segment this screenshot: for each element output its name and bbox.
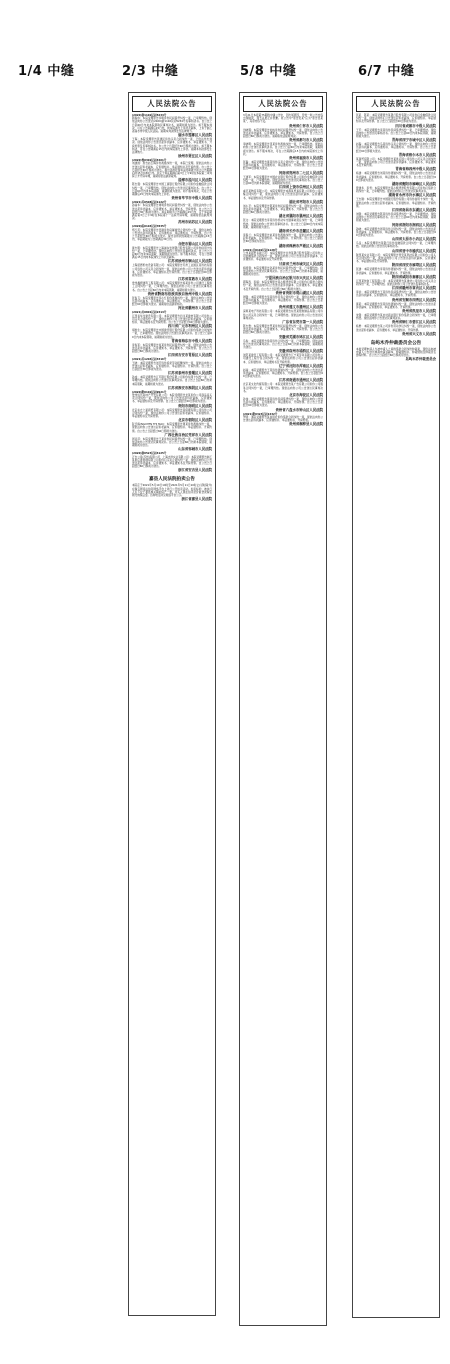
notice-body: 孙晓：本院受理原告周某诉你合同纠纷一案，现依法向你公告送达起诉状副本、应诉通知书、举证通知书、开庭传票。自公告之日起经过60日即视为送达。 — [356, 227, 436, 238]
court-name: 四川省成都市中级人民法院 — [395, 123, 436, 128]
column-6-7 — [352, 92, 440, 1318]
special-notice-title: 岛屿木乔仲裁委员会公告 — [370, 340, 422, 346]
court-name: 贵州省都匀市人民法院 — [289, 138, 323, 143]
court-notice — [132, 452, 212, 472]
notice-body: 周强：本院受理原告吴某诉你劳务合同纠纷一案，现依法向你公告送达起诉状副本、应诉通知书、举证通知书、开庭传票。自公告之日起经过60日即视为送达。 — [243, 295, 323, 306]
court-notice — [243, 114, 323, 128]
court-name: 贵州省仁怀市人民法院 — [289, 123, 323, 128]
notice-body: 杨国强：本院受理原告孙某诉你民间借贷纠纷一案，已审理终结。现依法向你公告送达民事判决书。自公告之日起60日内来本院领取，逾期则视为送达。 — [243, 266, 323, 276]
court-name: 湖南省株洲市芦淞区人民法院 — [278, 243, 323, 248]
notice-body: 刘小平：本院受理原告陈某诉你民间借贷纠纷一案，现依法向你公告送达起诉状副本、应诉通知书、举证通知书、开庭传票。自公告之日起经过60日即视为送达。 — [243, 204, 323, 215]
notice-list — [243, 114, 323, 426]
court-notice — [243, 267, 323, 281]
court-notice — [132, 329, 212, 343]
court-notice — [243, 281, 323, 295]
notice-body: 胡秋生：本院受理原告中国建设银行股份有限公司诉你借款合同纠纷一案，已审理终结。现依法向你公告送达民事判决书。自公告之日起60日内来本院领取，逾期则视为送达。 — [132, 329, 212, 339]
notice-body: 北京东方之星商贸有限公司：本院受理原告某保理有限公司诉你公司合同纠纷一案，现依法向你公司公告送达起诉状副本、应诉通知书、举证通知书及开庭传票。 — [132, 408, 212, 419]
notice-body: 江西省华龙建设有限公司：本院受理原告四川某建材有限公司诉你公司买卖合同纠纷一案，现依法向你公司公告送达起诉状副本、应诉通知书、举证通知书及开庭传票。自公告之日起经过60日即视为送达。 — [132, 314, 212, 324]
court-notice — [356, 213, 436, 227]
notice-body: 李春兰：本院受理原告赵某诉你离婚纠纷一案，现依法向你公告送达起诉状副本、应诉通知书、举证通知书、开庭传票。自公告之日起经过60日即视为送达。 — [243, 234, 323, 244]
court-notice — [132, 297, 212, 311]
notice-body: 周亚萍：本院受理原告王某诉你民间借贷纠纷一案，已审理终结。现依法向你公告送达民事判决书。自公告之日起60日内来本院领取，逾期则视为送达。 — [132, 437, 212, 448]
notice-body: 黄志明：本院受理原告上海浦东发展银行股份有限公司诉你信用卡纠纷一案，已审理终结。现依法向你公告送达民事判决书。自公告之日起60日内来本院领取，逾期则视为送达。如不服本判决，可在公告期满后15日内向本院递交上诉状及副本。 — [132, 246, 212, 260]
court-name: 丽水市莲都区人民法院 — [178, 133, 212, 138]
court-name: 山西省太原市小店区人民法院 — [391, 237, 436, 242]
notice-body: 郭海涛、李娟：本院受理原告某小额贷款有限公司诉你们借款合同纠纷一案，现依法向你们公告送达起诉状副本、应诉通知书、举证通知书及开庭传票。自公告之日起经过60日即视为送达。 — [243, 281, 323, 291]
court-notice — [243, 310, 323, 324]
court-notice — [356, 187, 436, 197]
court-name: 河北省霸州市人民法院 — [178, 306, 212, 311]
column-title: 人民法院公告 — [132, 96, 212, 112]
notice-body: 张磊：本院受理原告黄某诉你买卖合同纠纷一案，现依法向你公告送达起诉状副本、应诉通知书、举证通知书、开庭传票。自公告之日起经过60日即视为送达。 — [243, 161, 323, 171]
notice-body: 江西某装饰工程有限公司：本院受理原告某建材公司诉你公司买卖合同纠纷一案，已审理终结。现依法向你公司公告送达民事判决书。 — [356, 279, 436, 286]
special-notice-title: 嘉县人民法院拍卖公告 — [149, 477, 195, 483]
court-name: 陕西省咸阳市秦都区人民法院 — [391, 274, 436, 279]
notice-body: 重庆某物流有限公司：本院受理原告成都某贸易有限公司诉你公司运输合同纠纷一案，现依法向你公司公告送达起诉状副本、应诉通知书、举证通知书及开庭传票。 — [243, 190, 323, 200]
court-notice — [243, 340, 323, 354]
court-notice — [132, 201, 212, 224]
court-name: 山西省晋中市榆次区人民法院 — [391, 248, 436, 253]
court-notice — [356, 325, 436, 335]
notice-body: 杨勇：本院受理原告某公司诉你劳动争议纠纷一案，现依法向你公告送达起诉状副本、应诉通知书、举证通知书、开庭传票。 — [356, 325, 436, 332]
court-notice — [243, 325, 323, 339]
court-notice — [243, 143, 323, 160]
court-notice — [243, 161, 323, 175]
notice-body: 深圳某电子科技有限公司：本院受理原告东莞某塑胶制品有限公司诉你公司买卖合同纠纷一案，已审理终结。现依法向你公司公告送达民事判决书。 — [243, 310, 323, 320]
court-name: 湖南省衡阳市雁峰区人民法院 — [391, 182, 436, 187]
court-notice — [356, 242, 436, 252]
notice-body: 张文：本院受理原告李某诉你机动车交通事故责任纠纷一案，已审理终结。现依法向你公告送达民事判决书。自公告之日起60日内来本院领取，逾期则视为送达。 — [243, 219, 323, 229]
court-notice — [243, 249, 323, 266]
notice-body: 赵海：本院受理原告马某诉你买卖合同纠纷一案，现依法向你公告送达起诉状副本、应诉通知书、举证通知书、开庭传票。自公告之日起经过60日即视为送达。 — [356, 143, 436, 153]
court-notice — [132, 409, 212, 423]
court-name: 北京市海淀区人民法院 — [289, 392, 323, 397]
court-notice — [132, 159, 212, 182]
court-name: 江西省南昌市东湖区人民法院 — [391, 208, 436, 213]
special-notice-issuer: 浙江省嘉县人民法院 — [181, 497, 212, 502]
case-number: (2020)浙0523民初4125号 — [132, 452, 167, 456]
notice-body: 上海诺德机电设备有限公司：本院受理原告苏州工业园区某科技有限公司诉你公司买卖合同纠纷一案，现依法向你公司公告送达起诉状副本、应诉通知书、举证通知书及开庭传票。自公告之日起经过60日即视为送达。 — [132, 264, 212, 277]
notice-body: 李晓明：本院受理原告张某诉你离婚纠纷一案，已审理终结。现依法向你公告送达民事判决书。自公告之日起60日内来本院领取，逾期则视为送达。如不服本判决，可在公告期满后15日内向本院递交上诉状。 — [243, 143, 323, 156]
court-name: 江西省上饶市信州区人民法院 — [278, 185, 323, 190]
court-name: 辽宁省沈阳市浑南区人民法院 — [278, 363, 323, 368]
court-name: 江西省赣州市章贡区人民法院 — [391, 286, 436, 291]
court-name: 青海省西宁市城中区人民法院 — [391, 138, 436, 143]
court-name: 贵州省兴义市人民法院 — [402, 331, 436, 336]
court-name: 青海省海东市中级人民法院 — [171, 338, 212, 343]
court-name: 陕西省西安市雁塔区人民法院 — [391, 263, 436, 268]
special-notice-body: 本院定于2021年5月10日10时至2021年5月11日10时止(延时除外)在淘宝网司法拍卖网络平台上进行公开拍卖活动。拍卖标的：被执行人名下位于嘉县城关镇的房产一套。竞买人须在拍卖竞价前登录淘宝网交纳保证金。咨询电话详见网络平台公示。 — [132, 484, 212, 498]
notice-body: 刘强：本院受理原告陈某诉你民间借贷纠纷一案，已审理终结。现依法向你公告送达民事判决书。自公告之日起60日内来本院领取，逾期则视为送达。 — [356, 213, 436, 223]
court-name: 贵州省安顺市西秀区人民法院 — [391, 297, 436, 302]
notice-body: 孙成：本院受理原告江苏银行股份有限公司诉你信用卡纠纷一案，已审理终结。现依法向你公告送达民事判决书。自公告之日起60日内来本院领取，逾期则视为送达。 — [132, 376, 212, 386]
court-name: 江苏省徐州市铜山区人民法院 — [167, 259, 212, 264]
notice-body: 张建：本院受理原告李某诉你离婚纠纷一案，现依法向你公告送达起诉状副本、应诉通知书、举证通知书、开庭传票。 — [356, 268, 436, 275]
court-name: 贵州省贵阳市观山湖区人民法院 — [275, 290, 323, 295]
court-name: 北京市朝阳区人民法院 — [178, 418, 212, 423]
court-notice — [356, 280, 436, 290]
notice-body: 王志刚：本院受理原告中国银行股份有限公司诉你信用卡纠纷一案，现依法向你公告送达起诉状副本、应诉通知书、举证通知书、开庭传票。 — [356, 198, 436, 208]
label-quarter: 1/4 中缝 — [18, 64, 75, 79]
notice-body: 孙丽华：本院受理原告周明诉你民间借贷纠纷一案，现依法向你公告送达起诉状副本、应诉通知书、举证通知书、开庭传票。自公告之日起经过30日即视为送达。举证期限为公告期满后15日内，定于举证期满后第3日上午9时在本院第十一法庭开庭审理，逾期将依法缺席判决。 — [132, 204, 212, 221]
notice-body: 陕西某实业有限公司：本院受理原告西安某科技有限公司诉你公司买卖合同纠纷一案，现依法向你公司公告送达起诉状副本、应诉通知书、举证通知书及开庭传票。 — [356, 253, 436, 264]
court-name: 贵州省遵义市播州区人民法院 — [278, 305, 323, 310]
notice-body: 顾春伟：本院受理原告李明诉你民间借贷纠纷一案，已审理终结。现依法向你公告送达(2020)浙1102民初5234号民事判决书。自公告之日起60日内来本院领取民事判决书，逾期则视为送达。如不服本判决，可在公告期满后15日内，向本院递交上诉状及副本，上诉于浙江省丽水市中级人民法院。逾期本判决即发生法律效力。 — [132, 117, 212, 134]
notice-body: 李华：本院受理原告王某诉你民间借贷纠纷一案，现依法向你公告送达起诉状副本、应诉通知书、举证通知书、开庭传票。 — [356, 291, 436, 298]
notice-body: 陈志勇：本院受理原告罗某诉你民间借贷纠纷一案，现依法向你公告送达起诉状副本、应诉通知书、举证通知书、开庭传票。自公告之日起经过60日即视为送达。 — [243, 324, 323, 335]
court-notice — [132, 225, 212, 245]
notice-body: 贵州恒达房地产开发有限公司：本院受理原告龙某诉你公司商品房买卖合同纠纷一案，现依法向你公司公告送达起诉状副本、应诉通知书、举证通知书及开庭传票。自公告之日起经过60日即视为送达。 — [132, 394, 212, 404]
court-name: 徐州市贾汪区人民法院 — [178, 154, 212, 159]
notice-body: 杨建：本院受理原告刘某诉你离婚纠纷一案，现依法向你公告送达起诉状副本、应诉通知书、举证通知书、开庭传票。自公告之日起经过60日即视为送达。 — [356, 172, 436, 182]
notice-body: 阮氏梅(NGUYEN THI MAI)：本院受理原告周某诉你离婚纠纷一案，现依法向你公告送达起诉状副本、应诉通知书、举证通知书、开庭传票。自公告之日起经过60日即视为送达。 — [132, 423, 212, 433]
notice-body: 某商贸有限公司：本院受理原告某供应链公司诉你公司买卖合同纠纷一案，现依法向你公司公告送达起诉状副本、应诉通知书、举证通知书及开庭传票。 — [356, 157, 436, 168]
court-name: 江苏省淮安市淮阴区人民法院 — [167, 385, 212, 390]
court-notice — [243, 190, 323, 204]
special-notice-issuer: 岛屿木乔仲裁委员会 — [405, 357, 436, 362]
court-notice — [356, 158, 436, 172]
court-notice — [243, 369, 323, 383]
notice-body: 北京某文化传媒有限公司：本院受理原告某广告有限公司诉你公司服务合同纠纷一案，已审理终结。现依法向你公司公告送达民事判决书。 — [243, 383, 323, 393]
case-number: (2021)甘0102民初1128号 — [243, 248, 278, 252]
notice-body: 孙伟：本院受理原告黄某诉你民间借贷纠纷一案，现依法向你公告送达起诉状副本、应诉通知书、举证通知书、开庭传票。自公告之日起经过60日即视为送达。 — [243, 397, 323, 408]
label-two-thirds: 2/3 中缝 — [122, 64, 179, 79]
court-name: 江苏省泰州市姜堰区人民法院 — [167, 371, 212, 376]
court-name: 贵阳市南明区人民法院 — [178, 403, 212, 408]
court-name: 安徽省宿州市埇桥区人民法院 — [278, 349, 323, 354]
court-notice — [243, 205, 323, 219]
notice-body: 朱强：本院受理原告某农村商业银行诉你借款合同纠纷一案，已审理终结。现依法向你公告送达民事判决书。 — [356, 313, 436, 321]
court-name: 湖北省襄阳市襄州区人民法院 — [278, 214, 323, 219]
court-name: 江西省吉安市青原区人民法院 — [167, 353, 212, 358]
court-name: 贵州省凯里市人民法院 — [402, 308, 436, 313]
court-notice — [132, 138, 212, 158]
court-notice — [132, 344, 212, 358]
notice-body: 陈志强：本院受理原告中国工商银行股份有限公司诉你金融借款合同纠纷一案，已审理终结。现依法向你公告送达民事判决书。自公告之日起60日内来本院领取，逾期则视为送达。如不服本判决，可在公告期满后15日内向本院递交上诉状。 — [132, 183, 212, 197]
court-name: 贵州省毕节市中级人民法院 — [171, 196, 212, 201]
court-notice — [356, 303, 436, 313]
notice-body: 李俊军：本院受理原告何某诉你民间借贷纠纷一案，现依法向你公告送达起诉状副本、应诉通知书、举证通知书、开庭传票。自公告之日起经过60日即视为送达。 — [132, 343, 212, 354]
label-five-eighths: 5/8 中缝 — [240, 64, 297, 79]
court-name: 青海省格尔木市人民法院 — [398, 152, 436, 157]
notice-body: 刘建国：原告赵玉梅诉你离婚纠纷一案，本院已受理。现依法向你公告送达起诉状副本、应诉通知书、举证通知书及开庭传票。自公告之日起经过60日即视为送达。提出答辩状和举证的期限分别为公告期满后的15日和30日内。并定于举证期满后第3日上午9时在本院第二审判庭公开开庭审理，逾期将依法缺席裁判。 — [132, 162, 212, 179]
court-notice — [243, 296, 323, 310]
case-number: (2021)黔0323民初1432号 — [243, 412, 278, 416]
court-notice — [132, 264, 212, 281]
court-notice — [356, 114, 436, 128]
court-name: 淄博市淄川区人民法院 — [178, 178, 212, 183]
court-name: 甘肃省兰州市城关区人民法院 — [278, 261, 323, 266]
court-name: 江苏省常熟市人民法院 — [178, 277, 212, 282]
label-six-sevenths: 6/7 中缝 — [358, 64, 415, 79]
court-notice — [356, 314, 436, 324]
notice-body: 马俊：本院受理原告徐某诉你合同纠纷一案，已审理终结。现依法向你公告送达民事判决书。自公告之日起60日内来本院领取，逾期则视为送达。 — [243, 339, 323, 349]
court-name: 贵州省六盘水市钟山区人民法院 — [275, 407, 323, 412]
court-name: 四川省广元市利州区人民法院 — [167, 324, 212, 329]
court-name: 合肥市蜀山区人民法院 — [178, 241, 212, 246]
case-number: (2020)浙1102民初5234号 — [132, 114, 167, 117]
court-notice — [243, 176, 323, 190]
notice-body: 王晓：本院受理原告刘芳诉你追索劳动报酬纠纷一案，现依法向你公告送达起诉状副本、应诉通知书、举证通知书、开庭传票。自公告之日起经过30日即视为送达。 — [132, 361, 212, 371]
notice-body: 兰州某商贸有限公司：本院受理原告甘肃某银行股份有限公司诉你公司金融借款合同纠纷一案，现依法向你公司公告送达起诉状副本、应诉通知书、举证通知书及开庭传票。 — [243, 251, 323, 262]
court-name: 湖南省永州市冷水滩区人民法院 — [388, 193, 436, 198]
court-notice — [243, 219, 323, 233]
court-notice — [132, 423, 212, 437]
court-notice — [132, 391, 212, 408]
notice-body: 郑红英：本院受理原告吴刚诉你房屋租赁合同纠纷一案，现依法向你公告送达起诉状副本、应诉通知书、举证通知书、开庭传票。自公告之日起经过60日即视为送达。提出答辩状的期限为公告期满后15日内，举证期限为公告期满后30日内。 — [132, 228, 212, 242]
court-name: 苏州市姑苏区人民法院 — [178, 220, 212, 225]
notice-body: 罗明：本院受理原告某信用社诉你借款合同纠纷一案，现依法向你公告送达起诉状副本、应诉通知书、举证通知书、开庭传票。 — [243, 415, 323, 422]
court-name: 青海省海西州中级人民法院 — [395, 167, 436, 172]
notice-body: 黄某：本院受理原告吴某诉你离婚纠纷一案，现依法向你公告送达起诉状副本、应诉通知书、举证通知书、开庭传票。 — [356, 302, 436, 309]
court-name: 贵州省福泉市人民法院 — [289, 156, 323, 161]
court-name: 贵州省黔南布依族苗族自治州中级人民法院 — [147, 291, 212, 296]
notice-body: 王建军：本院受理原告中国农业银行股份有限公司诉你金融借款合同纠纷一案，已审理终结。现依法向你公告送达民事判决书。自公告之日起60日内来本院领取，逾期则视为送达。 — [243, 175, 323, 186]
court-name: 广东省东莞市第一人民法院 — [282, 319, 323, 324]
court-name: 贵州省桐梓县人民法院 — [289, 422, 323, 427]
court-notice — [356, 268, 436, 278]
court-notice — [132, 247, 212, 264]
column-5-8 — [239, 92, 327, 1326]
court-notice — [356, 228, 436, 242]
court-notice — [356, 129, 436, 143]
court-name: 贵州省铜仁市碧江区人民法院 — [391, 320, 436, 325]
court-name: 广西壮族自治区凭祥市人民法院 — [164, 432, 212, 437]
notice-body: 张俊飞：本院受理原告李小红诉你离婚纠纷一案，现依法向你公告送达起诉状副本、应诉通知书、举证通知书、开庭传票。自公告之日起经过60日即视为送达。逾期将依法缺席判决。 — [132, 296, 212, 307]
notice-body: 张某、陈某：本院受理原告某银行股份有限公司诉你们金融借款合同纠纷一案，现依法向你们公告送达起诉状副本、应诉通知书、举证通知书及开庭传票。自公告之日起经过60日即视为送达。 — [356, 114, 436, 124]
court-notice — [356, 143, 436, 157]
court-name: 湖南省长沙市岳麓区人民法院 — [278, 229, 323, 234]
notice-body: 马良：本院受理原告某银行诉你金融借款合同纠纷一案，已审理终结。现依法向你公告送达民事判决书。 — [356, 242, 436, 249]
court-name: 河南省郑州市二七区人民法院 — [278, 170, 323, 175]
column-title: 人民法院公告 — [243, 96, 323, 112]
case-number: (2020)皖0104民初7835号 — [132, 225, 167, 229]
notice-body: 3月21日本报第75期的中缝公告中，因出版原因，导致一则公告内容出现错误，现予以更正并致歉。原公告中“原告吴某”应为“原告吴某某”，其余内容不变。 — [243, 114, 323, 124]
special-notice-body: 本委受理申请人与被申请人之间的借款合同纠纷仲裁案，现依法向被申请人公告送达仲裁申请书副本、仲裁通知书、仲裁规则及仲裁员名册等材料。自公告之日起经过60日即视为送达。 — [356, 347, 436, 358]
court-notice — [132, 114, 212, 137]
case-number: (2021)苏1204民初3316号 — [132, 358, 167, 362]
court-name: 江苏省南通市通州区人民法院 — [278, 378, 323, 383]
court-notice — [132, 311, 212, 328]
court-name: 宁夏回族自治区银川市兴庆区人民法院 — [265, 276, 323, 281]
court-notice — [243, 354, 323, 368]
case-number: (2020)鲁0302民初4461号 — [132, 159, 167, 163]
court-notice — [132, 438, 212, 452]
notice-body: 沈阳某建设工程有限公司：本院受理原告辽宁某劳务有限公司诉你公司建设工程分包合同纠纷一案，现依法向你公司公告送达起诉状副本、应诉通知书、举证通知书及开庭传票。 — [243, 354, 323, 364]
court-notice — [243, 129, 323, 143]
court-notice — [132, 376, 212, 390]
notice-body: 田晓辉：本院受理原告刘成诉你民间借贷纠纷一案，现依法向你公告送达起诉状副本、应诉通知书、举证通知书、开庭传票。自公告之日起经过60日即视为送达。逾期将依法缺席判决。 — [243, 128, 323, 139]
court-notice — [356, 172, 436, 186]
court-notice — [132, 282, 212, 296]
case-number: (2021)川0801民初2314号 — [132, 311, 167, 315]
case-number: (2020)黔0102民初9921号 — [132, 390, 167, 394]
court-name: 湖北省枣阳市人民法院 — [289, 199, 323, 204]
court-notice — [356, 254, 436, 268]
notice-body: 万吉公司(苏州)有限公司、上海吉祥实业有限公司：本院受理原告浙江某供应链管理有限公司诉你们买卖合同纠纷一案，现依法向你们公告送达起诉状副本、应诉通知书、举证通知书及开庭传票。自公告之日起经过60日即视为送达。 — [132, 455, 212, 469]
court-notice — [356, 291, 436, 301]
court-notice — [243, 234, 323, 248]
court-name: 浙江省安吉县人民法院 — [178, 468, 212, 473]
column-title: 人民法院公告 — [356, 96, 436, 112]
case-number: (2021)苏0508民初1122号 — [132, 201, 167, 205]
notice-list — [132, 114, 212, 501]
court-name: 河南省洛阳市涧西区人民法院 — [391, 222, 436, 227]
court-notice — [356, 198, 436, 212]
court-notice — [132, 358, 212, 375]
court-name: 安徽省芜湖市鸠江区人民法院 — [278, 334, 323, 339]
court-notice — [132, 183, 212, 200]
notice-body: 王芳：本院受理原告李某诉你民间借贷纠纷一案，已审理终结。现依法向你公告送达民事判决书。自公告之日起60日内来本院领取，逾期则视为送达。 — [356, 128, 436, 139]
notice-body: 曾建华、李雪：本院受理原告某小额贷款股份有限公司诉你们借款合同纠纷一案，已审理终结。现依法向你们公告送达民事判决书。 — [356, 187, 436, 194]
notice-body: 赵丽：本院受理原告王某诉你离婚纠纷一案，现依法向你公告送达起诉状副本、应诉通知书、举证通知书、开庭传票。自公告之日起经过60日即视为送达。 — [243, 368, 323, 379]
court-notice — [243, 398, 323, 412]
column-2-3 — [128, 92, 216, 1316]
court-notice — [243, 383, 323, 397]
court-notice — [243, 413, 323, 427]
notice-list — [356, 114, 436, 361]
court-name: 山东省邹城市人民法院 — [178, 447, 212, 452]
notice-body: 王海：本院受理原告张建民诉你买卖合同纠纷一案，已依法作出判决。现依法向你公告送达起诉状副本、应诉通知书、举证通知书、开庭传票及民事判决书。自公告之日起经过60日即视为送达。如不服本判决，可在公告期满后15日内向本院递交上诉状。逾期本判决即发生法律效力。 — [132, 138, 212, 155]
notice-body: 贵州鑫源建筑工程有限公司：本院受理原告杨某诉你公司建设工程施工合同纠纷一案，已审理终结。现依法向你公司公告送达民事判决书。自公告之日起60日内来本院领取，逾期则视为送达。 — [132, 282, 212, 292]
